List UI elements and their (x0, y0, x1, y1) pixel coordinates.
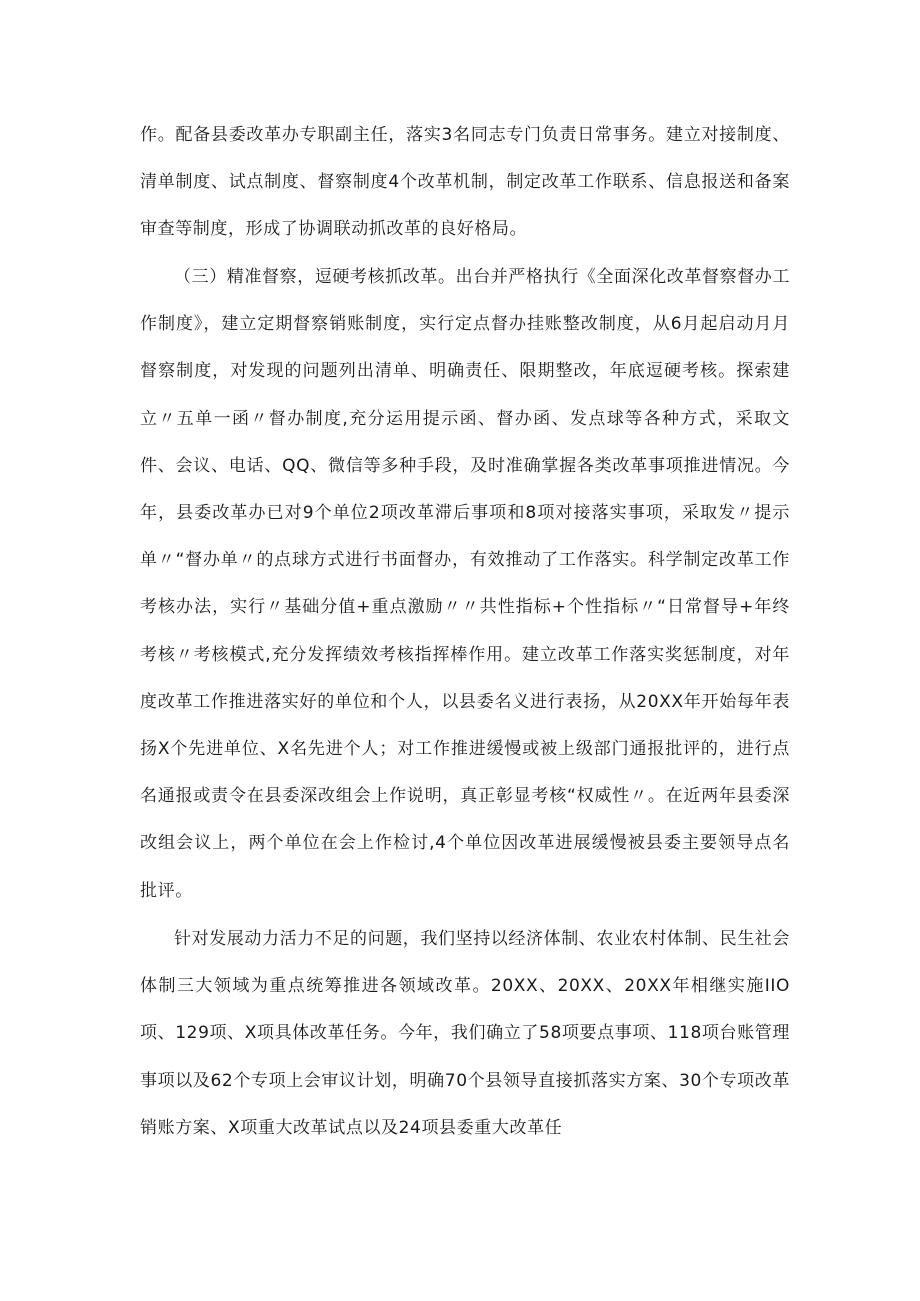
paragraph-reform-office-staffing: 作。配备县委改革办专职副主任，落实3名同志专门负责日常事务。建立对接制度、清单制度、试点制度、督察制度4个改革机制，制定改革工作联系、信息报送和备案审查等制度，形成了协调联动抓改革的良好格局。 (140, 125, 790, 240)
paragraph-supervision-assessment: （三）精准督察，逗硬考核抓改革。出台并严格执行《全面深化改革督察督办工作制度》，建立定期督察销账制度，实行定点督办挂账整改制度，从6月起启动月月督察制度，对发现的问题列出清单、明确责任、限期整改，年底逗硬考核。探索建立〃五单一函〃督办制度,充分运用提示函、督办函、发点球等各种方式，采取文件、会议、电话、QQ、微信等多种手段，及时准确掌握各类改革事项推进情况。今年，县委改革办已对9个单位2项改革滞后事项和8项对接落实事项，采取发〃提示单〃“督办单〃的点球方式进行书面督办，有效推动了工作落实。科学制定改革工作考核办法，实行〃基础分值+重点激励〃〃共性指标+个性指标〃“日常督导+年终考核〃考核模式,充分发挥绩效考核指挥棒作用。建立改革工作落实奖惩制度，对年度改革工作推进落实好的单位和个人，以县委名义进行表扬，从20XX年开始每年表扬X个先进单位、X名先进个人；对工作推进缓慢或被上级部门通报批评的，进行点名通报或责令在县委深改组会上作说明，真正彰显考核“权威性〃。在近两年县委深改组会议上，两个单位在会上作检讨,4个单位因改革进展缓慢被县委主要领导点名批评。 (140, 267, 790, 901)
paragraph-development-reform-tasks: 针对发展动力活力不足的问题，我们坚持以经济体制、农业农村体制、民生社会体制三大领域为重点统筹推进各领域改革。20XX、20XX、20XX年相继实施IIO项、129项、X项具体改革任务。今年，我们确立了58项要点事项、118项台账管理事项以及62个专项上会审议计划，明确70个县领导直接抓落实方案、30个专项改革销账方案、X项重大改革试点以及24项县委重大改革任 (140, 929, 790, 1138)
